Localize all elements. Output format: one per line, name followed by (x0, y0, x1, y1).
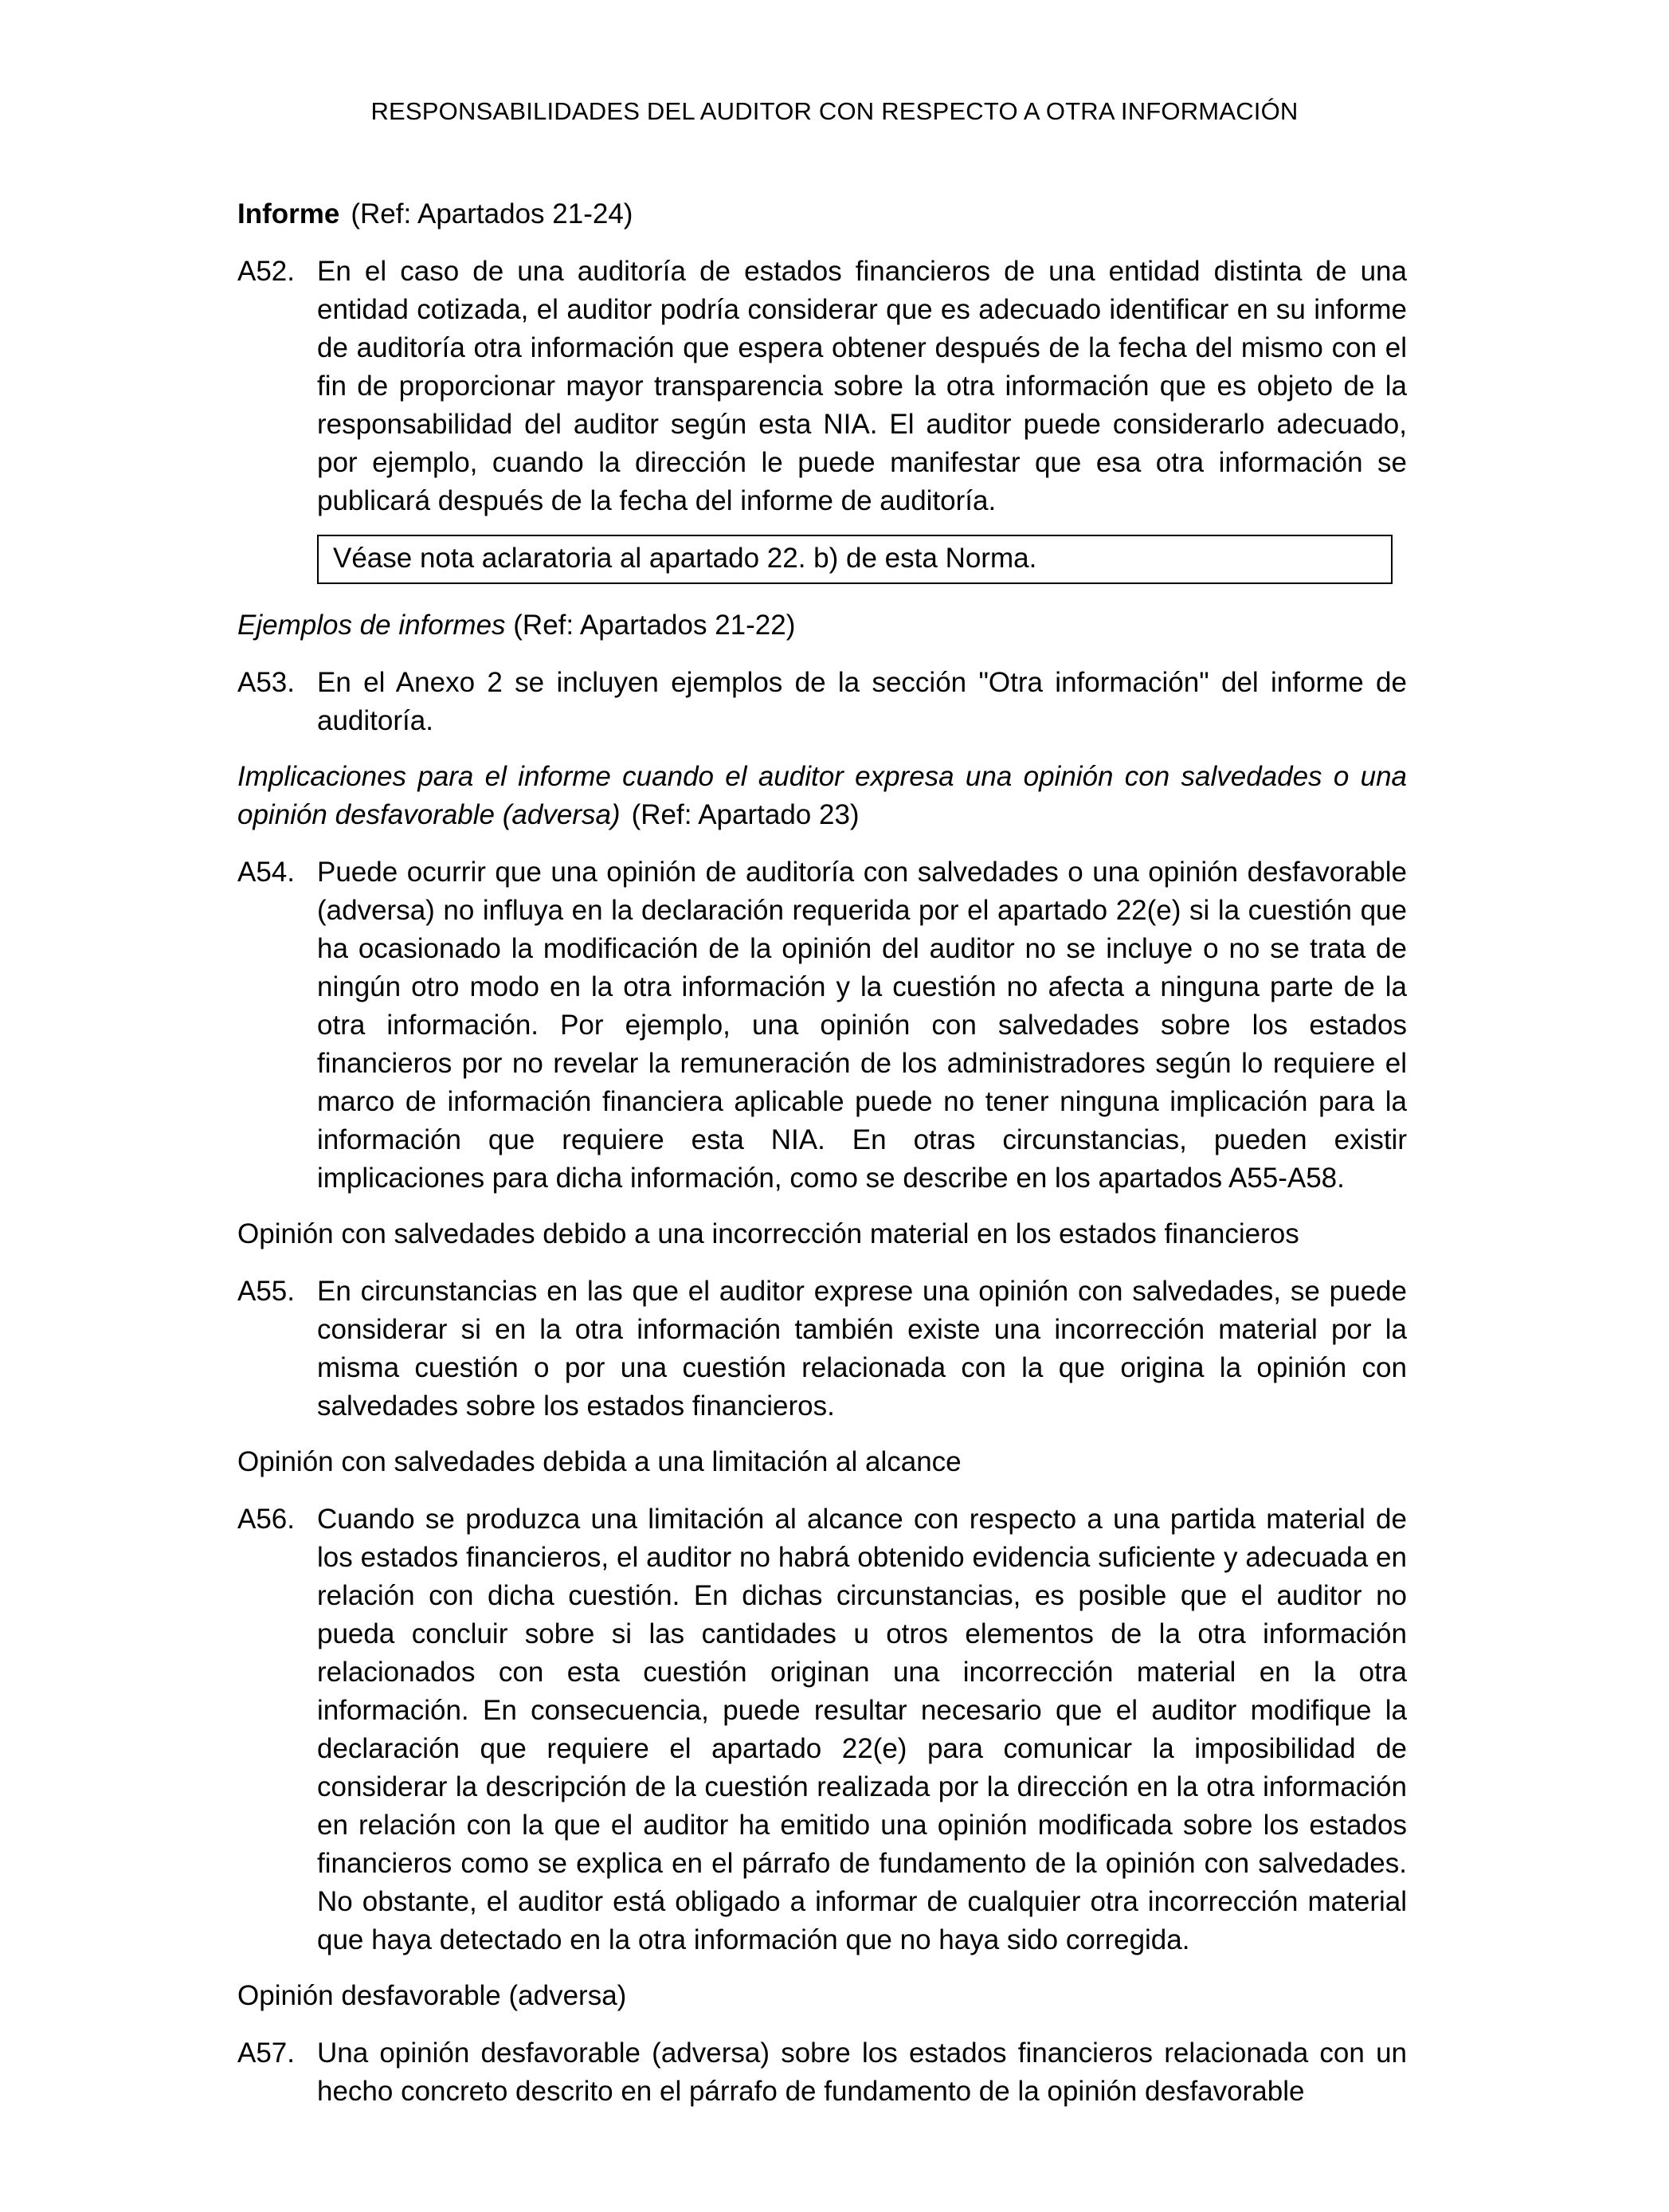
section-heading-ref: (Ref: Apartado 23) (631, 799, 860, 830)
paragraph-number: A53. (237, 667, 295, 698)
paragraph-text: Cuando se produzca una limitación al alcance con respecto a una partida material de los estados financieros, el auditor no habrá obtenido evidencia suficiente y adecuada en relación con dicha cuestión. En dichas circunstancias, es posible que el auditor no pueda concluir sobre si las cantidades u otros elementos de la otra información relacionados con esta cuestión originan una incorrección material en la otra información. En consecuencia, puede resultar necesario que el auditor modifique la declaración que requiere el apartado 22(e) para comunicar la imposibilidad de considerar la descripción de la cuestión realizada por la dirección en la otra información en relación con la que el auditor ha emitido una opinión modificada sobre los estados financieros como se explica en el párrafo de fundamento de la opinión con salvedades. No obstante, el auditor está obligado a informar de cualquier otra incorrección material que haya detectado en la otra información que no haya sido corregida. (317, 1504, 1407, 1955)
paragraph-a55 (237, 1273, 1407, 1426)
section-heading-keyword: Ejemplos de informes (237, 610, 506, 641)
paragraph-number: A56. (237, 1504, 295, 1535)
paragraph-number: A55. (237, 1276, 295, 1307)
section-heading-ref: (Ref: Apartados 21-24) (351, 198, 633, 229)
paragraph-text: En el Anexo 2 se incluyen ejemplos de la sección "Otra información" del informe de auditoría. (317, 667, 1407, 736)
paragraph-a57 (237, 2034, 1407, 2111)
section-heading-keyword: Implicaciones para el informe cuando el auditor expresa una opinión con salvedades o una opinión desfavorable (adversa) (237, 761, 1407, 830)
paragraph-text: Puede ocurrir que una opinión de auditoría con salvedades o una opinión desfavorable (adversa) no influya en la declaración requerida por el apartado 22(e) si la cuestión que ha ocasionado la modificación de la opinión del auditor no se incluye o no se trata de ningún otro modo en la otra información y la cuestión no afecta a ninguna parte de la otra información. Por ejemplo, una opinión con salvedades sobre los estados financieros por no revelar la remuneración de los administradores según lo requiere el marco de información financiera aplicable puede no tener ninguna implicación para la información que requiere esta NIA. En otras circunstancias, pueden existir implicaciones para dicha información, como se describe en los apartados A55-A58. (317, 857, 1407, 1194)
section-heading-informe (237, 195, 1407, 233)
paragraph-text: Una opinión desfavorable (adversa) sobre los estados financieros relacionada con un hecho concreto descrito en el párrafo de fundamento de la opinión desfavorable (317, 2037, 1407, 2107)
running-header: RESPONSABILIDADES DEL AUDITOR CON RESPECTO A OTRA INFORMACIÓN (370, 97, 1299, 125)
paragraph-number: A54. (237, 857, 295, 888)
section-heading-ejemplos (237, 606, 1407, 645)
section-heading-keyword: Informe (237, 198, 340, 229)
paragraph-text: En el caso de una auditoría de estados financieros de una entidad distinta de una entidad cotizada, el auditor podría considerar que es adecuado identificar en su informe de auditoría otra información que espera obtener después de la fecha del mismo con el fin de proporcionar mayor transparencia sobre la otra información que es objeto de la responsabilidad del auditor según esta NIA. El auditor puede considerarlo adecuado, por ejemplo, cuando la dirección le puede manifestar que esa otra información se publicará después de la fecha del informe de auditoría. (317, 256, 1407, 516)
document-body (237, 195, 1407, 2128)
paragraph-a56 (237, 1500, 1407, 1959)
paragraph-a53 (237, 664, 1407, 740)
paragraph-a52 (237, 253, 1407, 520)
paragraph-a54 (237, 853, 1407, 1198)
clarifying-note-box: Véase nota aclaratoria al apartado 22. b) de esta Norma. (317, 535, 1393, 584)
subheading-salvedades-limitacion: Opinión con salvedades debida a una limitación al alcance (237, 1446, 962, 1477)
paragraph-number: A57. (237, 2037, 295, 2069)
paragraph-text: En circunstancias en las que el auditor exprese una opinión con salvedades, se puede considerar si en la otra información también existe una incorrección material por la misma cuestión o por una cuestión relacionada con la que origina la opinión con salvedades sobre los estados financieros. (317, 1276, 1407, 1422)
subheading-salvedades-incorreccion: Opinión con salvedades debido a una incorrección material en los estados financieros (237, 1218, 1299, 1249)
paragraph-number: A52. (237, 256, 295, 287)
subheading-desfavorable: Opinión desfavorable (adversa) (237, 1980, 627, 2011)
section-heading-implicaciones (237, 758, 1407, 834)
section-heading-ref: (Ref: Apartados 21-22) (513, 610, 796, 641)
